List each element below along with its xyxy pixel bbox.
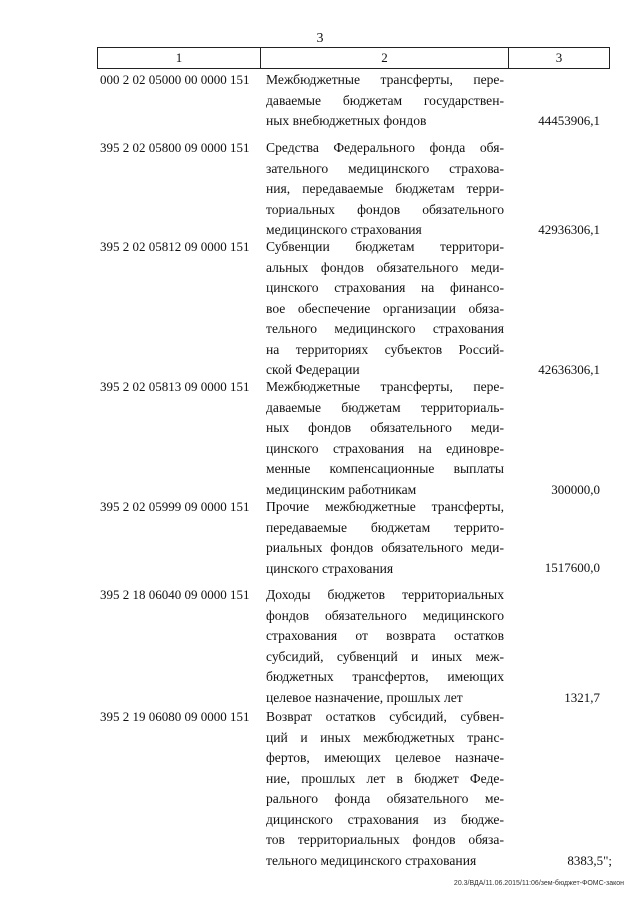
description-line: Возврат остатков субсидий, субвен- xyxy=(266,709,504,724)
description-line: рального фонда обязательного ме- xyxy=(266,791,504,806)
row-description xyxy=(266,707,504,871)
document-footer: 20.3/ВДА/11.06.2015/11:06/зем-бюджет-ФОМС-закон xyxy=(453,880,624,887)
description-line: цинского страхования на единовре- xyxy=(266,440,504,456)
row-description xyxy=(266,585,504,708)
description-line: целевое назначение, прошлых лет xyxy=(266,689,463,705)
description-line: вое обеспечение организации обяза- xyxy=(266,300,504,316)
description-line: риальных фондов обязательного меди- xyxy=(266,540,504,555)
budget-code: 395 2 02 05800 09 0000 151 xyxy=(100,140,250,155)
row-description xyxy=(266,237,504,381)
row-description xyxy=(266,377,504,500)
description-line: Прочие межбюджетные трансферты, xyxy=(266,499,504,514)
description-line: медицинского страхования xyxy=(266,222,422,237)
description-line: менные компенсационные выплаты xyxy=(266,461,504,476)
budget-code: 395 2 18 06040 09 0000 151 xyxy=(100,587,250,602)
description-line: дицинского страхования из бюдже- xyxy=(266,811,504,827)
budget-code: 395 2 02 05812 09 0000 151 xyxy=(100,239,250,254)
row-description xyxy=(266,70,504,132)
budget-code: 395 2 02 05999 09 0000 151 xyxy=(100,499,250,514)
description-line: медицинским работникам xyxy=(266,481,417,497)
budget-code: 000 2 02 05000 00 0000 151 xyxy=(100,72,250,87)
description-line: на территориях субъектов Россий- xyxy=(266,341,504,357)
budget-code: 395 2 19 06080 09 0000 151 xyxy=(100,709,250,724)
description-line: тов территориальных фондов обяза- xyxy=(266,832,504,847)
description-line: ториальных фондов обязательного xyxy=(266,201,504,217)
description-line: страхования от возврата остатков xyxy=(266,628,504,643)
row-amount: 42936306,1 xyxy=(538,222,600,237)
row-amount: 44453906,1 xyxy=(538,113,600,128)
row-amount: 300000,0 xyxy=(551,482,600,497)
page-number: 3 xyxy=(316,31,324,46)
description-line: Доходы бюджетов территориальных xyxy=(266,587,504,602)
description-line: цинского страхования xyxy=(266,560,394,576)
row-amount: 1517600,0 xyxy=(544,560,600,575)
description-line: цинского страхования на финансо- xyxy=(266,280,504,295)
description-line: Средства Федерального фонда обя- xyxy=(266,140,504,155)
description-line: тельного медицинского страхования xyxy=(266,321,504,336)
description-line: даваемые бюджетам государствен- xyxy=(266,92,504,108)
row-amount: 42636306,1 xyxy=(538,362,600,377)
description-line: зательного медицинского страхова- xyxy=(266,160,504,176)
budget-code: 395 2 02 05813 09 0000 151 xyxy=(100,379,250,394)
description-line: передаваемые бюджетам террито- xyxy=(266,519,504,535)
header-col-1: 1 xyxy=(175,50,183,65)
description-line: фондов обязательного медицинского xyxy=(266,607,504,623)
table-header xyxy=(97,47,610,69)
description-line: Субвенции бюджетам территори- xyxy=(266,239,504,254)
description-line: ных внебюджетных фондов xyxy=(266,113,427,128)
description-line: ние, прошлых лет в бюджет Феде- xyxy=(266,770,504,786)
row-amount: 1321,7 xyxy=(564,690,600,705)
description-line: тельного медицинского страхования xyxy=(266,852,477,868)
row-amount: 8383,5"; xyxy=(567,853,612,868)
description-line: Межбюджетные трансферты, пере- xyxy=(266,379,504,394)
description-line: субсидий, субвенций и иных меж- xyxy=(266,648,504,664)
row-description xyxy=(266,138,504,241)
description-line: ных фондов обязательного меди- xyxy=(266,420,504,435)
header-col-3: 3 xyxy=(555,50,563,65)
description-line: фертов, имеющих целевое назначе- xyxy=(266,750,504,765)
description-line: Межбюджетные трансферты, пере- xyxy=(266,72,504,87)
description-line: ния, передаваемые бюджетам терри- xyxy=(266,181,504,196)
description-line: альных фондов обязательного меди- xyxy=(266,259,504,275)
header-col-2: 2 xyxy=(381,50,388,65)
description-line: ской Федерации xyxy=(266,362,360,377)
row-description xyxy=(266,497,504,579)
description-line: ций и иных межбюджетных транс- xyxy=(266,729,504,745)
description-line: бюджетных трансфертов, имеющих xyxy=(266,669,504,684)
description-line: даваемые бюджетам территориаль- xyxy=(266,399,504,415)
